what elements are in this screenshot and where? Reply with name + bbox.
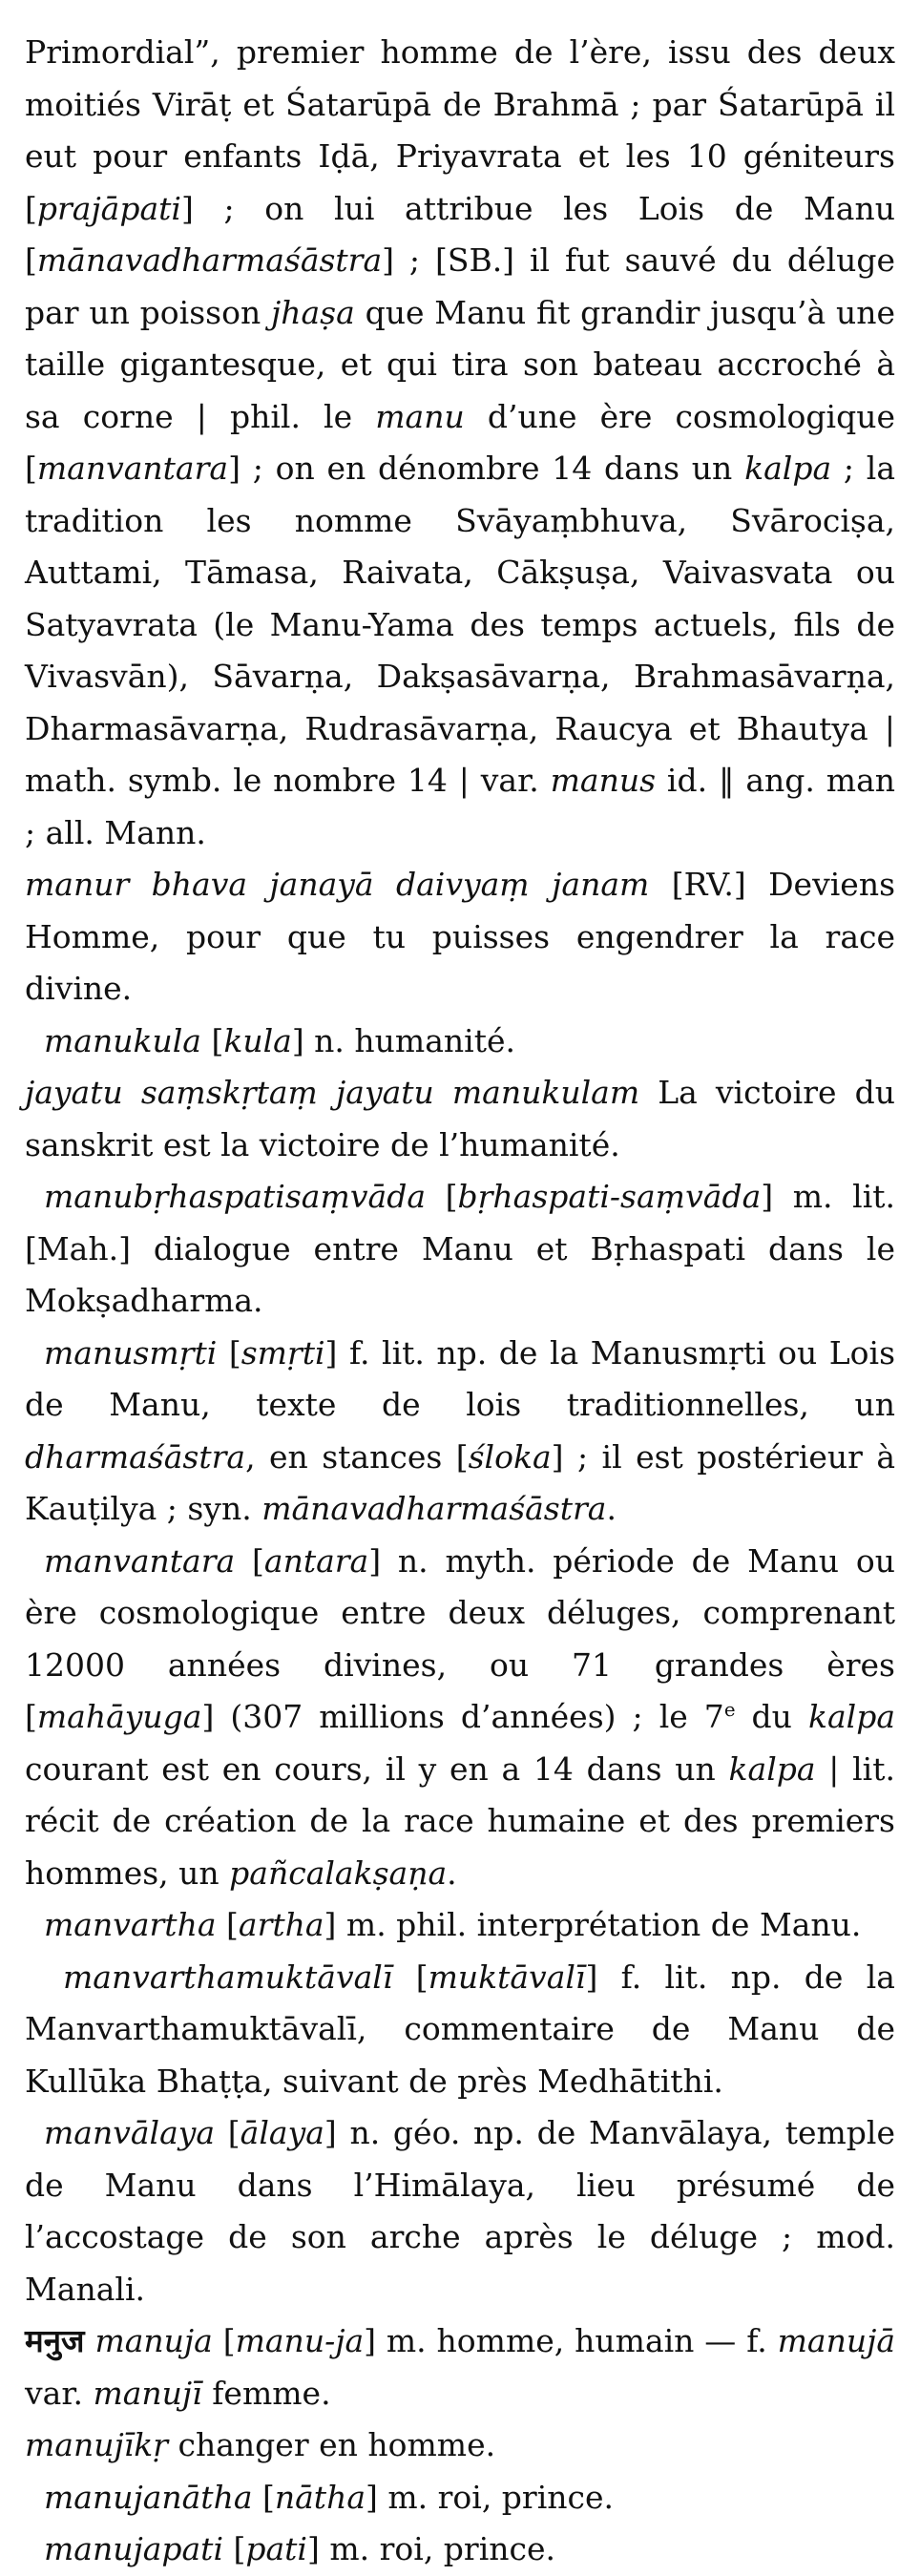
- text-run: du: [735, 1698, 808, 1735]
- text-run: [: [217, 1333, 241, 1372]
- superscript: e: [723, 1699, 736, 1721]
- entry-manubrhaspatisamvada: [25, 1171, 895, 1328]
- text-run: changer en homme.: [168, 2426, 496, 2463]
- devanagari-headword: मनुज: [25, 2322, 85, 2359]
- text-run: ] ; [SB.] il fut sauvé du déluge par un poisson: [25, 241, 895, 331]
- text-run: [: [235, 1541, 264, 1580]
- italic-term: dharmaśāstra: [25, 1437, 246, 1476]
- text-run: ; la tradition les nomme Svāyaṃbhuva, Svārociṣa, Auttami, Tāmasa, Raivata, Cākṣuṣa, Vaivasvata ou Satyavrata (le Manu-Yama des temps actuels, fils de Vivasvān), Sāvarṇa, Dakṣasāvarṇa, Brahmasāvarṇa, Dharmasāvarṇa, Rudrasāvarṇa, Raucya et Bhautya | math. symb. le nombre 14 | var.: [25, 450, 896, 799]
- italic-term: manujapati: [44, 2530, 223, 2567]
- entry-manvantara: [25, 1536, 895, 1900]
- italic-term: kalpa: [807, 1698, 895, 1735]
- text-run: ] m. lit. [Mah.] dialogue entre Manu et Bṛhaspati dans le Mokṣadharma.: [25, 1178, 895, 1319]
- text-run: [: [252, 2478, 275, 2516]
- text-run: ] ; on lui attribue les Lois de Manu [: [25, 189, 895, 279]
- text-run: ] ; on en dénombre 14 dans un: [228, 450, 745, 487]
- italic-term: manvālaya: [44, 2114, 216, 2151]
- text-run: ] m. roi, prince.: [366, 2478, 615, 2516]
- italic-term: manu: [375, 397, 465, 435]
- italic-term: jayatu saṃskṛtaṃ jayatu manukulam: [25, 1074, 640, 1111]
- italic-term: manus: [550, 762, 657, 799]
- text-run: var.: [25, 2374, 94, 2412]
- text-run: ] (307 millions d’années) ; le 7: [201, 1698, 724, 1735]
- text-run: ] n. humanité.: [291, 1021, 515, 1059]
- italic-term: manujā: [777, 2322, 895, 2359]
- italic-term: kalpa: [744, 450, 832, 487]
- text-run: courant est en cours, il y en a 14 dans un: [25, 1749, 729, 1788]
- text-run: id. ‖ ang. man ; all. Mann.: [25, 762, 896, 851]
- italic-term: ālaya: [240, 2114, 324, 2151]
- italic-term: jhaṣa: [271, 293, 355, 331]
- italic-term: manujī: [93, 2374, 202, 2412]
- text-run: d’une ère cosmologique [: [25, 397, 895, 487]
- entry-manukula: [25, 1016, 895, 1068]
- text-run: ] m. phil. interprétation de Manu.: [324, 1906, 862, 1943]
- entry-manuja: [25, 2315, 895, 2419]
- italic-term: manusmṛti: [44, 1333, 218, 1372]
- italic-term: kalpa: [728, 1749, 816, 1788]
- text-run: [: [216, 1906, 239, 1943]
- italic-term: artha: [238, 1906, 324, 1943]
- text-run: ] f. lit. np. de la Manvarthamuktāvalī, commentaire de Manu de Kullūka Bhaṭṭa, suivant de près Medhātithi.: [25, 1958, 895, 2100]
- text-run: ] m. homme, humain — f.: [364, 2322, 778, 2359]
- italic-term: mānavadharmaśāstra: [36, 241, 383, 279]
- text-run: [: [426, 1178, 458, 1215]
- italic-term: manvartha: [44, 1906, 217, 1943]
- text-run: [: [392, 1958, 429, 1996]
- italic-term: pañcalakṣaṇa: [229, 1853, 448, 1892]
- italic-term: manuja: [94, 2322, 213, 2359]
- text-run: que Manu fit grandir jusqu’à une taille gigantesque, et qui tira son bateau accroché à sa corne | phil. le: [25, 293, 895, 435]
- italic-term: kula: [223, 1021, 292, 1059]
- entry-manujikr: [25, 2419, 895, 2472]
- text-run: [: [223, 2530, 246, 2567]
- italic-term: antara: [263, 1541, 369, 1580]
- text-run: ] f. lit. np. de la Manusmṛti ou Lois de Manu, texte de lois traditionnelles, un: [25, 1333, 896, 1423]
- entry-manvarthamuktavali: [25, 1952, 895, 2108]
- text-run: .: [606, 1490, 617, 1527]
- entry-manvartha: [25, 1899, 895, 1952]
- italic-term: pati: [245, 2530, 307, 2567]
- text-run: femme.: [201, 2374, 331, 2412]
- italic-term: nātha: [274, 2478, 366, 2516]
- entry-quote-jayatu: [25, 1067, 895, 1171]
- italic-term: manvarthamuktāvalī: [63, 1958, 393, 1996]
- italic-term: manu-ja: [235, 2322, 365, 2359]
- text-run: .: [447, 1853, 457, 1892]
- italic-term: mānavadharmaśāstra: [261, 1490, 607, 1527]
- italic-term: prajāpati: [36, 189, 181, 227]
- italic-term: bṛhaspati-saṃvāda: [457, 1178, 762, 1215]
- entry-manujanatha: [25, 2472, 895, 2524]
- entry-manusmrti: [25, 1328, 895, 1536]
- entry-manujapati: [25, 2524, 895, 2576]
- text-run: [RV.] Deviens Homme, pour que tu puisses engendrer la race divine.: [25, 866, 896, 1007]
- italic-term: manujanātha: [44, 2478, 253, 2516]
- text-run: [: [200, 1021, 224, 1059]
- entry-quote-manur-bhava: [25, 859, 895, 1016]
- text-run: ] n. géo. np. de Manvālaya, temple de Manu dans l’Himālaya, lieu présumé de l’accostage de son arche après le déluge ; mod. Manali.: [25, 2114, 895, 2308]
- text-run: Primordial”, premier homme de l’ère, issu des deux moitiés Virāṭ et Śatarūpā de Brahmā ; par Śatarūpā il eut pour enfants Iḍā, Priyavrata et les 10 géniteurs [: [25, 33, 895, 227]
- text-run: ] m. roi, prince.: [307, 2530, 556, 2567]
- italic-term: muktāvalī: [428, 1958, 586, 1996]
- italic-term: manukula: [44, 1021, 201, 1059]
- text-run: [: [212, 2322, 236, 2359]
- italic-term: manur bhava janayā daivyaṃ janam: [25, 866, 650, 903]
- italic-term: manubṛhaspatisaṃvāda: [44, 1178, 427, 1215]
- entry-manvalaya: [25, 2107, 895, 2315]
- text-run: La victoire du sanskrit est la victoire de l’humanité.: [25, 1074, 895, 1163]
- entry-manu-tail: [25, 27, 895, 859]
- text-run: [85, 2322, 95, 2359]
- text-run: ] ; il est postérieur à Kauṭilya ; syn.: [25, 1437, 895, 1527]
- italic-term: manvantara: [44, 1541, 236, 1580]
- text-run: ] n. myth. période de Manu ou ère cosmologique entre deux déluges, comprenant 12000 années divines, ou 71 grandes ères [: [25, 1541, 896, 1735]
- italic-term: manujīkṛ: [25, 2426, 169, 2463]
- italic-term: mahāyuga: [36, 1698, 202, 1735]
- text-run: , en stances [: [245, 1437, 469, 1476]
- italic-term: śloka: [468, 1437, 552, 1476]
- italic-term: manvantara: [36, 450, 229, 487]
- italic-term: smṛti: [240, 1333, 325, 1372]
- text-run: | lit. récit de création de la race humaine et des premiers hommes, un: [25, 1749, 895, 1892]
- text-run: [: [215, 2114, 240, 2151]
